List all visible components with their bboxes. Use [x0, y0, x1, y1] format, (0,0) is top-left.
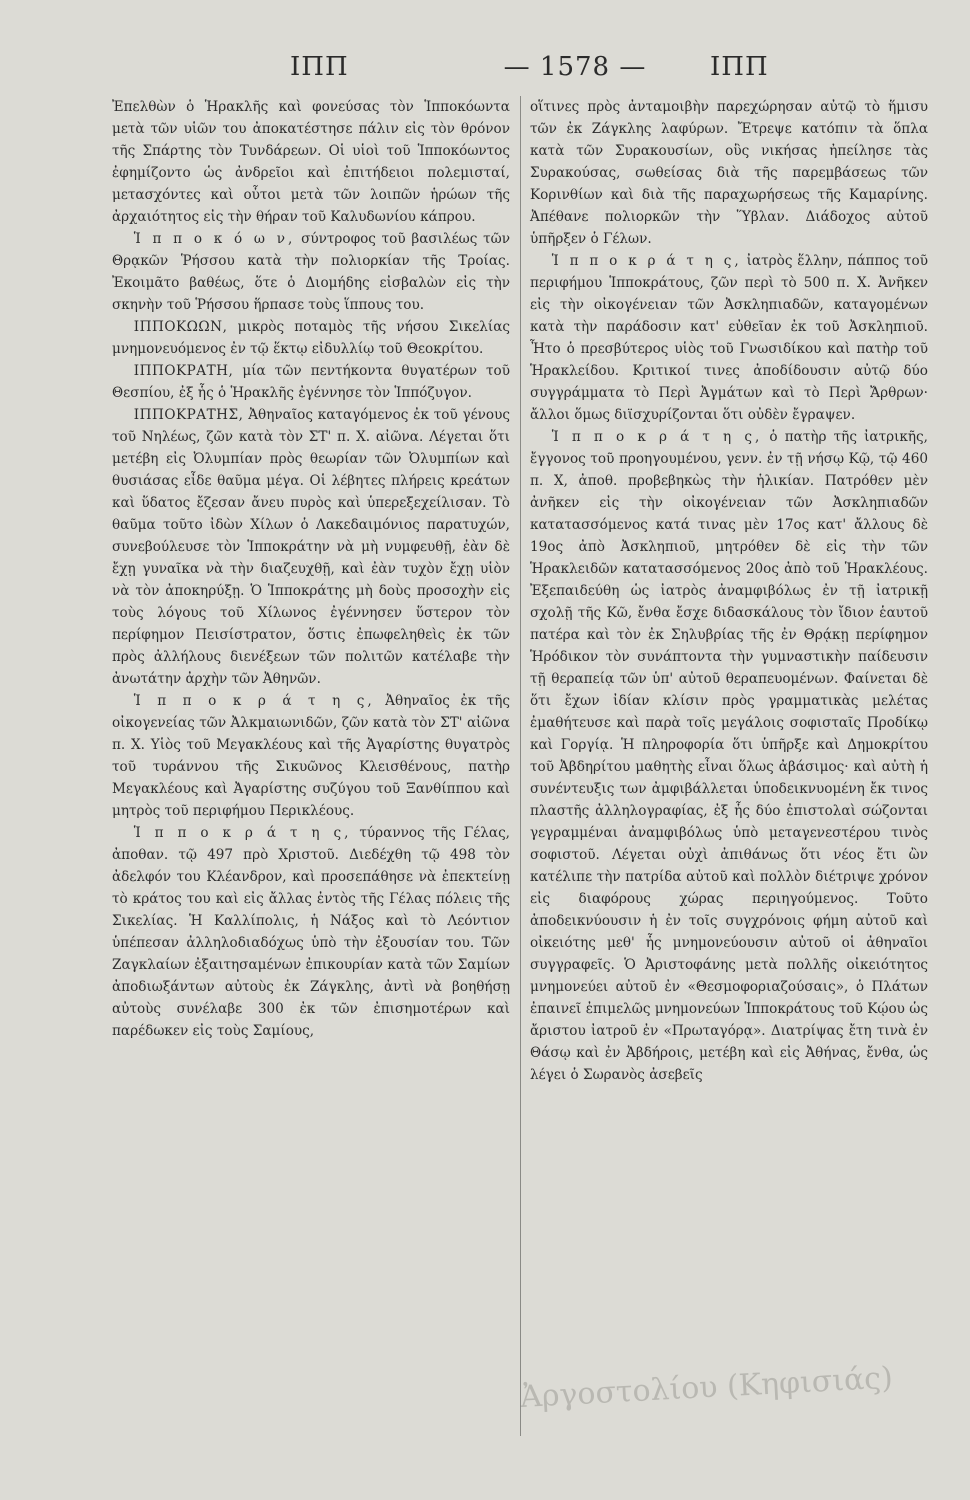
- entry-headword: Ἱ π π ο κ ρ ά τ η ς,: [133, 693, 375, 709]
- dictionary-entry: [112, 690, 510, 822]
- right-column: [530, 96, 928, 1086]
- dictionary-entry: [112, 316, 510, 360]
- library-watermark: Ἀργοστολίου (Κηφισιάς): [519, 1360, 894, 1415]
- header-left-catchword: ΙΠΠ: [290, 52, 349, 82]
- entry-headword: Ἱ π π ο κ ό ω ν,: [133, 231, 296, 247]
- entry-headword: Ἱ π π ο κ ρ ά τ η ς,: [551, 429, 763, 445]
- entry-text: οἵτινες πρὸς ἀνταμοιβὴν παρεχώρησαν αὐτῷ τὸ ἥμισυ τῶν ἐκ Ζάγκλης λαφύρων. Ἔτρεψε κατόπιν τὰ ὅπλα κατὰ τῶν Συρακουσίων, οὓς νικήσας ἠπείλησε τὰς Συρακούσας, σωθείσας διὰ τῆς παρεμβάσεως τῶν Κορινθίων καὶ διὰ τῆς παραχωρήσεως τῆς Καμαρίνης. Ἀπέθανε πολιορκῶν τὴν Ὕβλαν. Διάδοχος αὐτοῦ ὑπῆρξεν ὁ Γέλων.: [530, 99, 928, 247]
- page-number: — 1578 —: [503, 52, 647, 82]
- dictionary-entry: [112, 822, 510, 1042]
- header-right-catchword: ΙΠΠ: [710, 52, 769, 82]
- left-column: [112, 96, 510, 1042]
- entry-text: Ἀθηναῖος καταγόμενος ἐκ τοῦ γένους τοῦ Νηλέως, ζῶν κατὰ τὸν ΣΤ' π. Χ. αἰῶνα. Λέγεται ὅτι μετέβη εἰς Ὀλυμπίαν πρὸς θεωρίαν τῶν Ὀλυμπίων καὶ θυσιάσας εἶδε θαῦμα μέγα. Οἱ λέβητες πλήρεις κρεάτων καὶ ὕδατος ἔζεσαν ἄνευ πυρὸς καὶ ὑπερεξεχείλισαν. Τὸ θαῦμα τοῦτο ἰδὼν Χίλων ὁ Λακεδαιμόνιος παρατυχών, συνεβούλευσε τὸν Ἱπποκράτην νὰ μὴ νυμφευθῇ, ἐὰν δὲ ἔχῃ γυναῖκα νὰ τὴν διαζευχθῇ, καὶ ἐὰν τυχὸν ἔχῃ υἱὸν νὰ τὸν ἀποκηρύξῃ. Ὁ Ἱπποκράτης μὴ δοὺς προσοχὴν εἰς τοὺς λόγους τοῦ Χίλωνος ἐγέννησεν ὕστερον τὸν περίφημον Πεισίστρατον, ὅστις ἐπωφεληθεὶς ἐκ τῶν πρὸς ἀλλήλους διενέξεων τῶν πολιτῶν κατέλαβε τὴν ἀνωτάτην ἀρχὴν τῶν Ἀθηνῶν.: [112, 407, 510, 687]
- dictionary-entry: [112, 96, 510, 228]
- entry-headword: ΙΠΠΟΚΡΑΤΗΣ,: [133, 407, 244, 423]
- dictionary-entry: [112, 404, 510, 690]
- entry-text: Ἀθηναῖος ἐκ τῆς οἰκογενείας τῶν Ἀλκμαιωνιδῶν, ζῶν κατὰ τὸν ΣΤ' αἰῶνα π. Χ. Υἱὸς τοῦ Μεγακλέους καὶ τῆς Ἀγαρίστης θυγατρὸς τοῦ τυράννου τῆς Σικυῶνος Κλεισθένους, πατὴρ Μεγακλέους καὶ Ἀγαρίστης συζύγου τοῦ Ξανθίππου καὶ μητρὸς τοῦ περιφήμου Περικλέους.: [112, 693, 511, 819]
- entry-text: μικρὸς ποταμὸς τῆς νήσου Σικελίας μνημονευόμενος ἐν τῷ ἕκτῳ εἰδυλλίῳ τοῦ Θεοκρίτου.: [112, 319, 510, 357]
- dictionary-entry: [112, 228, 510, 316]
- dictionary-entry: [112, 360, 510, 404]
- dictionary-entry: [530, 426, 928, 1086]
- page-header: [120, 52, 850, 92]
- entry-headword: Ἱ π π ο κ ρ ά τ η ς,: [551, 253, 742, 269]
- entry-headword: ΙΠΠΟΚΡΑΤΗ,: [133, 363, 234, 379]
- entry-text: σύντροφος τοῦ βασιλέως τῶν Θρᾳκῶν Ῥήσσου κατὰ τὴν πολιορκίαν τῆς Τροίας. Ἐκοιμᾶτο βαθέως, ὅτε ὁ Διομήδης εἰσβαλὼν εἰς τὴν σκηνὴν τοῦ Ῥήσσου ἥρπασε τοὺς ἵππους του.: [112, 231, 510, 313]
- entry-text: ὁ πατὴρ τῆς ἰατρικῆς, ἔγγονος τοῦ προηγουμένου, γενν. ἐν τῇ νήσῳ Κῷ, τῷ 460 π. Χ, ἀποθ. προβεβηκὼς τὴν ἡλικίαν. Πατρόθεν μὲν ἀνῆκεν εἰς τὴν οἰκογένειαν τῶν Ἀσκληπιαδῶν κατατασσόμενος κατά τινας μὲν 17ος κατ' ἄλλους δὲ 19ος ἀπὸ Ἀσκληπιοῦ, μητρόθεν δὲ εἰς τὴν τῶν Ἡρακλειδῶν κατατασσόμενος 20ος ἀπὸ τοῦ Ἡρακλέους. Ἐξεπαιδεύθη ὡς ἰατρὸς ἀναμφιβόλως ἐν τῇ ἰατρικῇ σχολῇ τῆς Κῶ, ἔνθα ἔσχε διδασκάλους τὸν ἴδιον ἑαυτοῦ πατέρα καὶ τὸν ἐκ Σηλυβρίας τῆς ἐν Θρᾴκῃ περίφημον Ἡρόδικον τὸν συνάπτοντα τὴν γυμναστικὴν παίδευσιν τῇ θεραπείᾳ τῶν ὑπ' αὐτοῦ θεραπευομένων. Φαίνεται δὲ ὅτι ἔχων ἰδίαν κλίσιν πρὸς γραμματικὰς μελέτας ἐμαθήτευσε καὶ παρὰ τοῖς μεγάλοις σοφισταῖς Προδίκῳ καὶ Γοργίᾳ. Ἡ πληροφορία ὅτι ὑπῆρξε καὶ Δημοκρίτου τοῦ Ἀβδηρίτου μαθητὴς εἶναι ὅλως ἀβάσιμος· καὶ αὐτὴ ἡ συνέντευξις των ἀμφιβάλλεται ὑποδεικνυομένη ἔκ τινος πλαστῆς ἀλληλογραφίας, ἐξ ἧς δύο ἐπιστολαὶ σώζονται γεγραμμέναι ἀναμφιβόλως ὑπὸ μεταγενεστέρου τινὸς σοφιστοῦ. Λέγεται οὐχὶ ἀπιθάνως ὅτι νέος ἔτι ὢν κατέλιπε τὴν πατρίδα αὐτοῦ καὶ πολλὸν διέτριψε χρόνον εἰς διαφόρους χώρας περιηγούμενος. Τοῦτο ἀποδεικνύουσιν ἡ ἐν τοῖς συγχρόνοις φήμη αὐτοῦ καὶ οἰκειότης μεθ' ἧς μνημονεύουσιν αὐτοῦ οἱ ἀθηναῖοι συγγραφεῖς. Ὁ Ἀριστοφάνης μετὰ πολλῆς οἰκειότητος μνημονεύει αὐτοῦ ἐν «Θεσμοφοριαζούσαις», ὁ Πλάτων ἐπαινεῖ ἐπιμελῶς μνημονεύων Ἱπποκράτους τοῦ Κῴου ὡς ἄριστου ἰατροῦ ἐν «Πρωταγόρᾳ». Διατρίψας ἔτη τινὰ ἐν Θάσῳ καὶ ἐν Ἀβδήροις, μετέβη καὶ εἰς Ἀθήνας, ἔνθα, ὡς λέγει ὁ Σωρανὸς ἀσεβεῖς: [530, 429, 928, 1083]
- entry-text: ἰατρὸς ἕλλην, πάππος τοῦ περιφήμου Ἱπποκράτους, ζῶν περὶ τὸ 500 π. Χ. Ἀνῆκεν εἰς τὴν οἰκογένειαν τῶν Ἀσκληπιαδῶν, καταγομένων κατὰ τὴν παράδοσιν κατ' εὐθεῖαν ἐκ τοῦ Ἀσκληπιοῦ. Ἦτο ὁ πρεσβύτερος υἱὸς τοῦ Γνωσιδίκου καὶ πατὴρ τοῦ Ἡρακλείδου. Κριτικοί τινες ἀποδίδουσιν αὐτῷ δύο συγγράμματα τὸ Περὶ Ἀγμάτων καὶ τὸ Περὶ Ἄρθρων· ἄλλοι ὅμως διϊσχυρίζονται ὅτι οὐδὲν ἔγραψεν.: [530, 253, 929, 423]
- entry-text: τύραννος τῆς Γέλας, ἀποθαν. τῷ 497 πρὸ Χριστοῦ. Διεδέχθη τῷ 498 τὸν ἀδελφόν του Κλέανδρον, καὶ προσεπάθησε νὰ ἐπεκτείνῃ τὸ κράτος του καὶ εἰς ἄλλας ἐντὸς τῆς Γέλας πόλεις τῆς Σικελίας. Ἡ Καλλίπολις, ἡ Νάξος καὶ τὸ Λεόντιον ὑπέπεσαν ἀλληλοδιαδόχως ὑπὸ τὴν ἐξουσίαν του. Τῶν Ζαγκλαίων ἐξαιτησαμένων ἐπικουρίαν κατὰ τῶν Σαμίων ἀποδιωξάντων αὐτοὺς ἐκ Ζάγκλης, ἀντὶ νὰ βοηθήσῃ αὐτοὺς συνέλαβε 300 ἐκ τῶν ἐπισημοτέρων καὶ παρέδωκεν εἰς τοὺς Σαμίους,: [112, 825, 510, 1039]
- entry-headword: Ἱ π π ο κ ρ ά τ η ς,: [133, 825, 352, 841]
- column-divider: [520, 96, 521, 1436]
- dictionary-entry: [530, 250, 928, 426]
- entry-headword: ΙΠΠΟΚΩΩΝ,: [133, 319, 228, 335]
- entry-text: Ἐπελθὼν ὁ Ἡρακλῆς καὶ φονεύσας τὸν Ἱπποκόωντα μετὰ τῶν υἱῶν του ἀποκατέστησε πάλιν εἰς τὸν θρόνον τῆς Σπάρτης τὸν Τυνδάρεων. Οἱ υἱοὶ τοῦ Ἱπποκόωντος ἐφημίζοντο ὡς ἀνδρεῖοι καὶ ἐπιτήδειοι πολεμισταί, μετασχόντες καὶ οὗτοι μετὰ τῶν λοιπῶν ἡρώων τῆς ἀρχαιότητος εἰς τὴν θήραν τοῦ Καλυδωνίου κάπρου.: [112, 99, 510, 225]
- dictionary-entry: [530, 96, 928, 250]
- entry-text: μία τῶν πεντήκοντα θυγατέρων τοῦ Θεσπίου, ἐξ ἧς ὁ Ἡρακλῆς ἐγέννησε τὸν Ἱππόζυγον.: [112, 363, 510, 401]
